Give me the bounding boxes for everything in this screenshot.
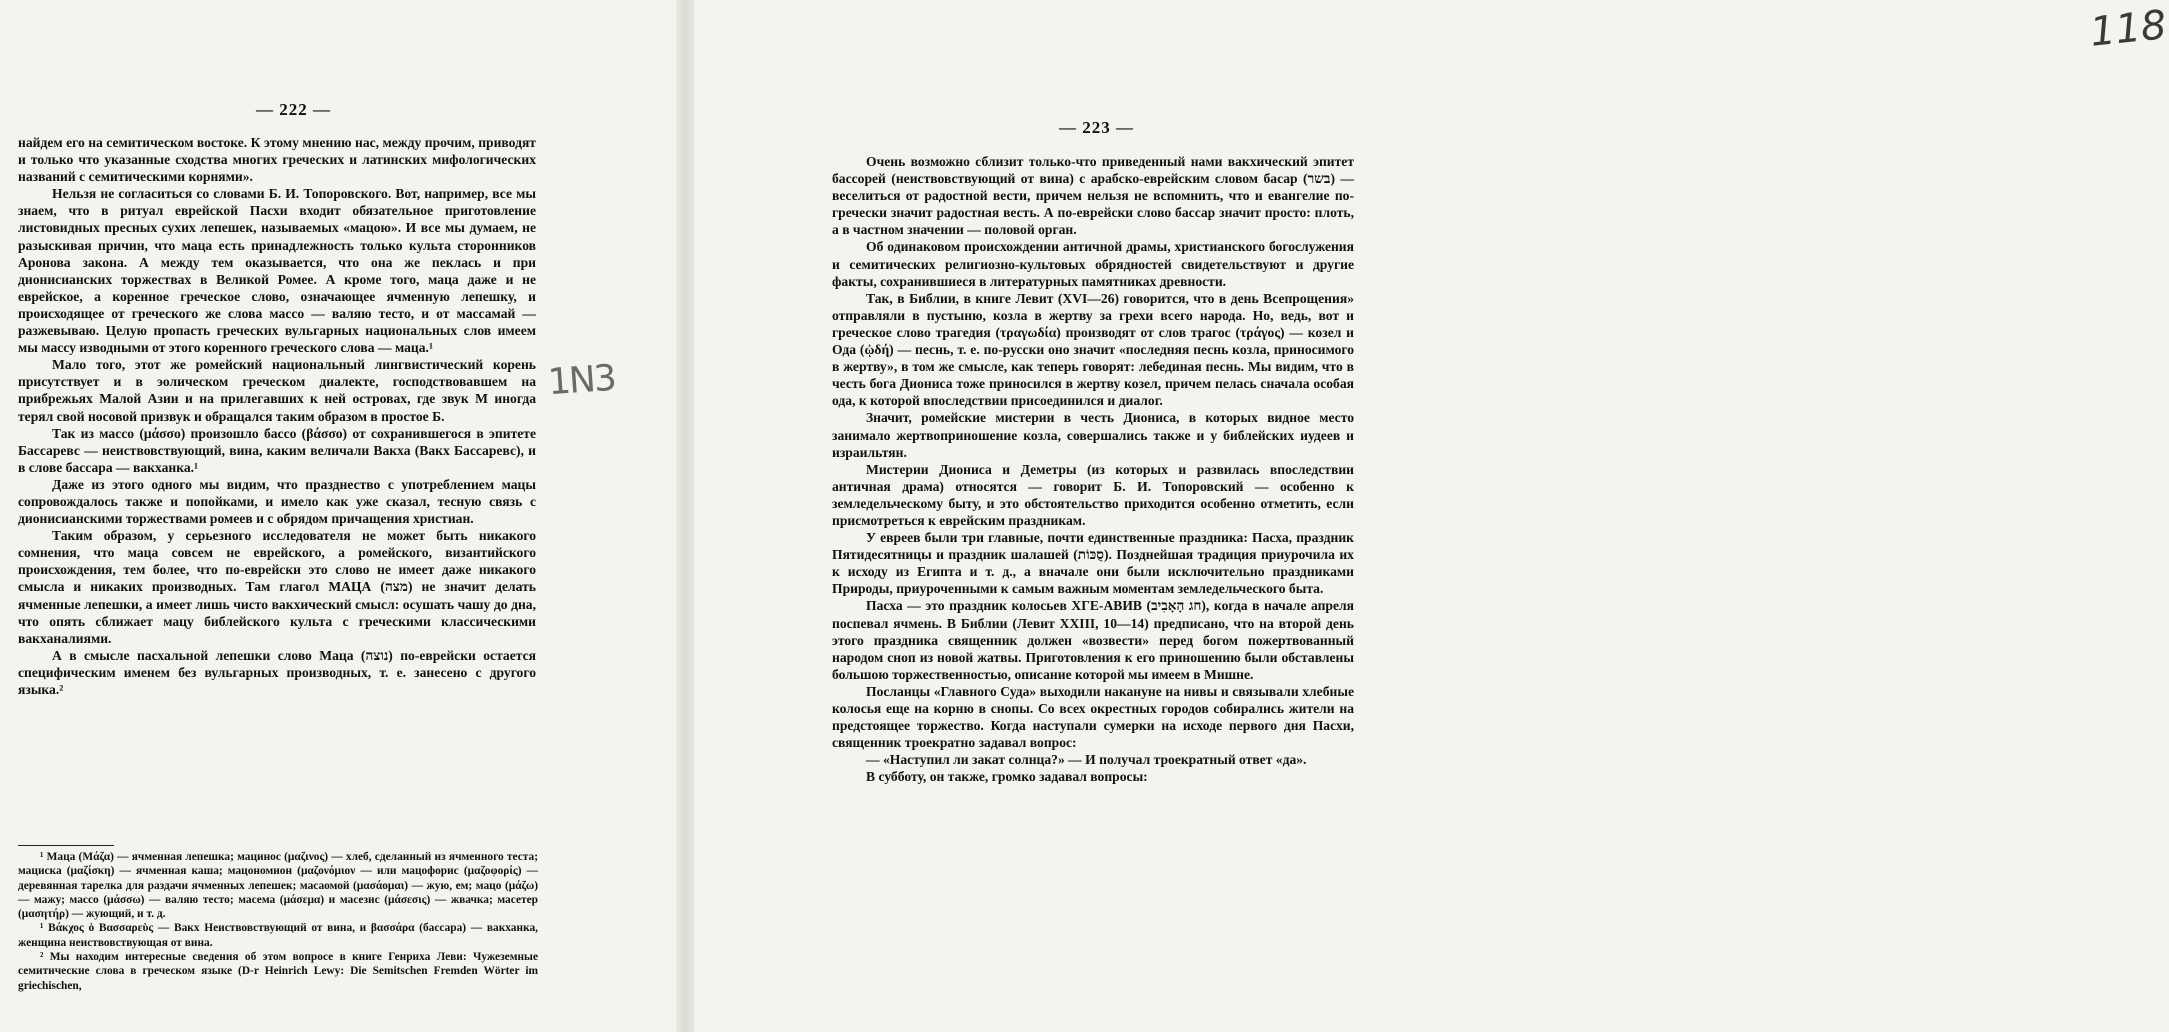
paragraph: В субботу, он также, громко задавал вопросы: <box>866 769 1148 785</box>
paragraph: Об одинаковом происхождении античной драмы, христианского богослужения и семитических религиозно-культовых обрядностей свидетельствуют и другие факты, сохранившиеся в литературных памятниках древности. <box>832 239 1354 289</box>
paragraph: Мистерии Диониса и Деметры (из которых и развилась впоследствии античная драма) относятся — говорит Б. И. Топоровский — особенно к земледельческому быту, и это обстоятельство приходится особенно отметить, если присмотреться к еврейским праздникам. <box>832 461 1354 528</box>
pencil-annotation: 1N3 <box>546 357 617 404</box>
footnote: ¹ Βάκχος ὁ Βασσαρεὺς — Вакх Неиствовствующий от вина, и βασσάρα (бассара) — вакханка, женщина неиствовствующая от вина. <box>18 922 538 949</box>
right-page-body <box>832 153 1354 785</box>
paragraph: Нельзя не согласиться со словами Б. И. Топоровского. Вот, например, все мы знаем, что в ритуал еврейской Пасхи входит обязательное приготовление листовидных пресных сухих лепешек, называемых «мацою». И все мы думаем, не разыскивая причин, что маца есть принадлежность только культа сторонников Аронова закона. А между тем оказывается, что она же пеклась и при дионисианских торжествах в Великой Ромее. А кроме того, маца даже и не еврейское, а коренное греческое слово, означающее ячменную лепешку, и происходящее от греческого же слова массо — валяю тесто, и от массамай — разжевываю. Целую пропасть греческих вульгарных национальных слов имеем мы массу изводными от этого коренного греческого слова — маца.¹ <box>18 186 536 356</box>
footnote-divider <box>18 845 114 846</box>
paragraph: Значит, ромейские мистерии в честь Диониса, в которых видное место занимало жертвоприношение козла, совершались также и у библейских иудеев и израильтян. <box>832 410 1354 460</box>
paragraph: Пасха — это праздник колосьев ХГЕ-АВИВ (חג הָאָבִיב), когда в начале апреля поспевал ячмень. В Библии (Левит XXIII, 10—14) предписано, что на второй день этого праздника священник должен «возвести» перед богом пожертвованный народом сноп из новой жатвы. Приготовления к его приношению были обставлены большою торжественностью, описание которой мы имеем в Мишне. <box>832 598 1354 682</box>
left-page-body <box>18 134 536 698</box>
paragraph: Так, в Библии, в книге Левит (XVI—26) говорится, что в день Всепрощения» отправляли в пустыню, козла в жертву за грехи всего народа. Но, ведь, вот и греческое слово трагедия (τραγωδία) производят от слов трагос (τράγος) — козел и Ода (ᾠδή) — песнь, т. е. по-русски оно значит «последняя песнь козла, приносимого в жертву», в том же смысле, как теперь говорят: лебединая песнь. Мы видим, что в честь бога Диониса тоже приносился в жертву козел, причем пелась сначала особая ода, к которой впоследствии присоединился и диалог. <box>832 290 1354 409</box>
footnote: ¹ Маца (Μάζα) — ячменная лепешка; мацинос (μαζινος) — хлеб, сделанный из ячменного теста; мациска (μαζίσκη) — ячменная каша; мацономион (μαζονόμιον — или мацофорис (μαζοφορίς) — деревянная тарелка для раздачи ячменных лепешек; масаомой (μασάομαι) — жую, ем; мацо (μάζω) — мажу; массо (μάσσω) — валяю тесто; масема (μάσεμα) и масезис (μάσεσις) — жвачка; масетер (μασητήρ) — жующий, и т. д. <box>18 851 538 921</box>
paragraph: Мало того, этот же ромейский национальный лингвистический корень присутствует и в эолическом греческом диалекте, господствовавшем на прибрежьях Малой Азии и на прилегавших к ней островах, где звук М иногда терял свой носовой призвук и обращался таким образом в простое Б. <box>18 357 536 424</box>
paragraph: Посланцы «Главного Суда» выходили накануне на нивы и связывали хлебные колосья еще на корню в снопы. Со всех окрестных городов собирались жители на предстоящее торжество. Когда наступали сумерки на исходе первого дня Пасхи, священник троекратно задавал вопрос: <box>832 683 1354 751</box>
paragraph: Даже из этого одного мы видим, что празднество с употреблением мацы сопровождалось также и попойками, и имело как уже сказал, тесную связь с дионисианскими торжествами ромеев и с обрядом причащения христиан. <box>18 476 536 527</box>
page-number-left: — 222 — <box>256 100 331 119</box>
paragraph: Так из массо (μάσσο) произошло бассо (βάσσο) от сохранившегося в эпитете Бассаревс — неиствовствующий, вина, каким величали Вакха (Вакх Бассаревс), и в слове бассара — вакханка.¹ <box>18 425 536 475</box>
right-page <box>694 0 2169 1032</box>
book-gutter <box>676 0 694 1032</box>
footnote: ² Мы находим интересные сведения об этом вопросе в книге Генриха Леви: Чужеземные семитические слова в греческом языке (D-r Heinrich Lewy: Die Semitschen Fremden Wörter im griechischen, <box>18 951 538 992</box>
paragraph: Очень возможно сблизит только-что приведенный нами вакхический эпитет бассорей (неиствовствующий от вина) с арабско-еврейским словом басар (בשר) — веселиться от радостной вести, причем нельзя не вспомнить, что и евангелие по-гречески значит радостная весть. А по-еврейски слово бассар значит просто: плоть, а в частном значении — половой орган. <box>832 154 1354 238</box>
paragraph: А в смысле пасхальной лепешки слово Маца (נוצה) по-еврейски остается специфическим именем без вульгарных производных, т. е. занесено с другого языка.² <box>18 647 536 697</box>
paragraph: найдем его на семитическом востоке. К этому мнению нас, между прочим, приводят и только что указанные сходства многих греческих и латинских мифологических названий с семитическими корнями». <box>18 135 536 185</box>
paragraph: — «Наступил ли закат солнца?» — И получал троекратный ответ «да». <box>866 752 1307 768</box>
handwritten-folio-number: 118 <box>2087 2 2169 56</box>
footnotes <box>18 850 538 993</box>
paragraph: Таким образом, у серьезного исследователя не может быть никакого сомнения, что маца совсем не еврейского, а ромейского, византийского происхождения, тем более, что по-еврейски это слово не имеет даже никакого смысла и никаких производных. Там глагол МАЦА (מצה) не значит делать ячменные лепешки, а имеет лишь чисто вакхический смысл: осушать чашу до дна, что опять сближает мацу библейского культа с греческими классическими вакханалиями. <box>18 528 536 646</box>
page-number-right: — 223 — <box>1059 118 1134 137</box>
left-page <box>0 0 676 1032</box>
paragraph: У евреев были три главные, почти единственные праздника: Пасха, праздник Пятидесятницы и праздник шалашей (סֻכּוֹת). Позднейшая традиция приурочила их к исходу из Египта и т. д., а вначале они были исключительно праздниками Природы, приуроченными к самым важным моментам земледельческого быта. <box>832 530 1354 597</box>
